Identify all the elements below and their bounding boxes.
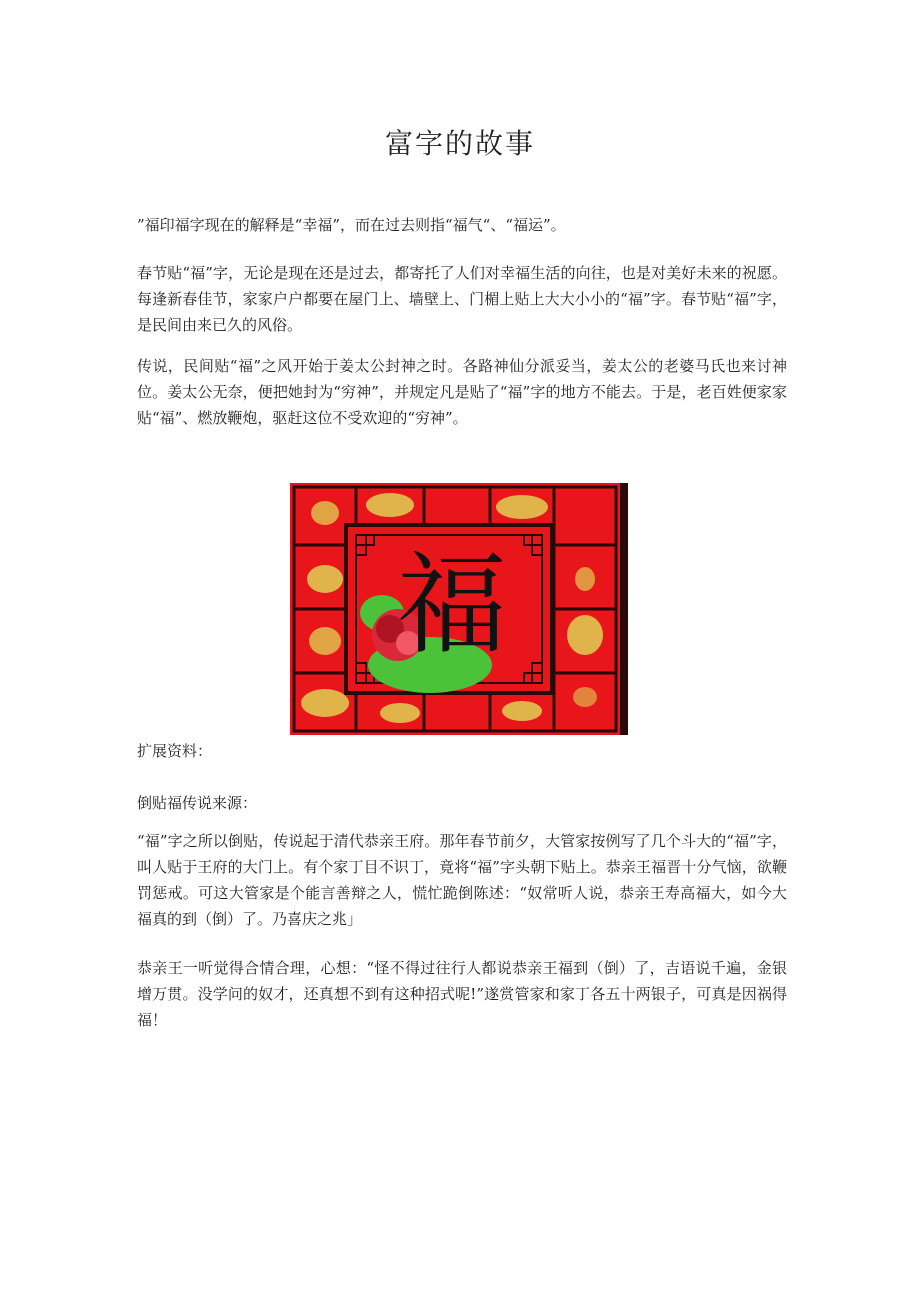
page-title: 富字的故事 [384, 127, 535, 160]
fu-calligraphy: 福 [397, 541, 507, 669]
fu-image-right-strip [620, 483, 628, 735]
paragraph-extended-info: 扩展资料： [137, 742, 213, 760]
paragraph-3: 传说，民间贴“福”之风开始于姜太公封神之时。各路神仙分派妥当，姜太公的老婆马氏也来讨神位。姜太公无奈，便把她封为“穷神”，并规定凡是贴了“福”字的地方不能去。于是，老百姓便家家贴“福”、燃放鞭炮，驱赶这位不受欢迎的“穷神”。 [137, 357, 787, 427]
paragraph-2: 春节贴“福”字，无论是现在还是过去，都寄托了人们对幸福生活的向往，也是对美好未来的祝愿。每逢新春佳节，家家户户都要在屋门上、墙壁上、门楣上贴上大大小小的“福”字。春节贴“福”字，是民间由来已久的风俗。 [137, 264, 787, 334]
paragraph-1: ”福印福字现在的解释是“幸福”，而在过去则指“福气“、“福运”。 [137, 216, 566, 234]
fu-character-image [290, 483, 628, 735]
paragraph-4: “福”字之所以倒贴，传说起于清代恭亲王府。那年春节前夕，大管家按例写了几个斗大的“福”字，叫人贴于王府的大门上。有个家丁目不识丁，竟将“福”字头朝下贴上。恭亲王福晋十分气恼，欲鞭罚惩戒。可这大管家是个能言善辩之人，慌忙跪倒陈述：“奴常听人说，恭亲王寿高福大，如今大福真的到（倒）了。乃喜庆之兆」 [137, 832, 787, 928]
paragraph-legend-source: 倒贴福传说来源： [137, 794, 258, 812]
paragraph-5: 恭亲王一听觉得合情合理，心想：“怪不得过往行人都说恭亲王福到（倒）了，吉语说千遍，金银增万贯。没学问的奴才，还真想不到有这种招式呢!”遂赏管家和家丁各五十两银子，可真是因祸得福！ [137, 959, 787, 1029]
